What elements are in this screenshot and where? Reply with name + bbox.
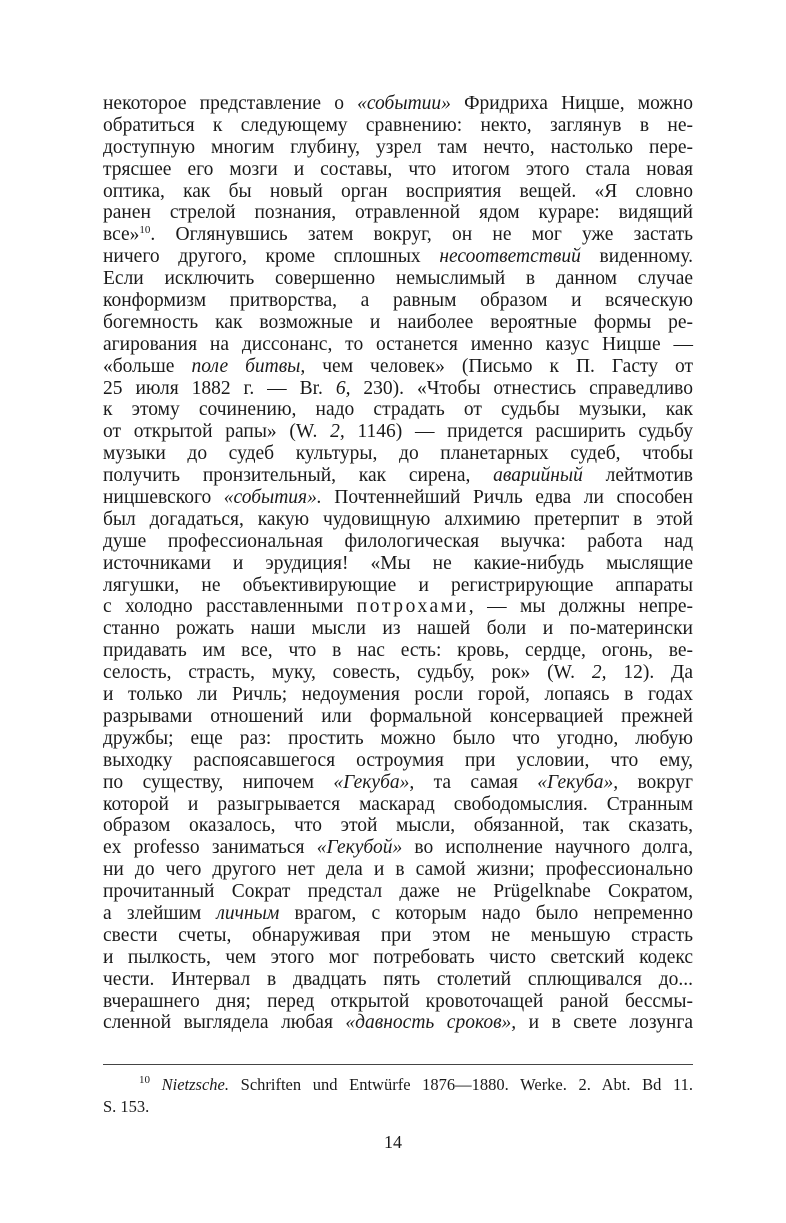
footnote-line-2: S. 153.: [103, 1097, 150, 1116]
text-run: придавать им все, что в нас есть: кровь, сердце, огонь, ве-: [103, 640, 693, 662]
italic-run: личным: [216, 902, 280, 924]
text-run: прочитанный Сократ предстал даже не Prügelknabe Сократом,: [103, 881, 693, 903]
text-run: 1146) — придется расширить судьбу: [344, 421, 693, 443]
text-run: 12). Да: [606, 662, 694, 684]
text-run: к этому сочинению, надо страдать от судьбы музыки, как: [103, 399, 693, 421]
text-line: [103, 378, 693, 400]
italic-run: поле битвы,: [191, 355, 306, 377]
text-run: чести. Интервал в двадцать пять столетий сплющивался до...: [103, 968, 693, 990]
text-run: селость, страсть, муку, совесть, судьбу, рок» (W.: [103, 662, 592, 684]
footnote-author: Nietzsche.: [161, 1075, 230, 1094]
italic-run: «событии»: [357, 93, 451, 114]
text-run: получить пронзительный, как сирена,: [103, 465, 494, 487]
text-run: Почтеннейший Ричль едва ли способен: [321, 487, 693, 509]
text-run: душе профессиональная филологическая выучка: работа над: [103, 530, 693, 552]
text-line: [103, 334, 693, 356]
text-run: свести счеты, обнаруживая при этом не меньшую страсть: [103, 924, 693, 946]
italic-run: 6,: [335, 377, 351, 399]
text-line: [103, 181, 693, 203]
text-run: станно рожать наши мысли из нашей боли и по-матерински: [103, 618, 693, 640]
italic-run: «Гекубой»: [316, 837, 403, 859]
text-run: вокруг: [618, 771, 694, 793]
text-line: [103, 903, 693, 925]
italic-run: «Гекуба»,: [537, 771, 619, 793]
italic-run: 2,: [591, 662, 607, 684]
text-run: . Оглянувшись затем вокруг, он не мог уже застать: [150, 224, 693, 246]
text-run: 230). «Чтобы отнестись справедливо: [350, 377, 693, 399]
italic-run: аварийный: [493, 465, 583, 487]
page-number: 14: [384, 1132, 402, 1152]
text-run: некоторое представление о: [103, 93, 358, 114]
text-line: [103, 925, 693, 947]
text-line: [103, 815, 693, 837]
text-line: [103, 224, 693, 246]
text-line: [103, 640, 693, 662]
body-text: [103, 93, 693, 1034]
text-line: [103, 706, 693, 728]
text-run: Если исключить совершенно немыслимый в данном случае: [103, 268, 693, 290]
text-line: [103, 772, 693, 794]
text-run: лягушки, не объективирующие и регистрирующие аппараты: [103, 574, 693, 596]
text-line: [103, 137, 693, 159]
footnote-reference: 10: [139, 224, 151, 237]
text-line: [103, 618, 693, 640]
text-line: [103, 509, 693, 531]
text-run: музыки до судеб культуры, до планетарных судеб, чтобы: [103, 443, 693, 465]
text-run: Фридриха Ницше, можно: [450, 93, 693, 114]
text-run: был догадаться, какую чудовищную алхимию претерпит в этой: [103, 508, 693, 530]
text-run: чем человек» (Письмо к П. Гасту от: [305, 355, 693, 377]
text-run: во исполнение научного долга,: [402, 837, 693, 859]
text-run: образом оказалось, что этой мысли, обязанной, так сказать,: [103, 815, 693, 837]
text-line: [103, 596, 693, 618]
text-run: по существу, нипочем: [103, 771, 334, 793]
text-run: источниками и эрудиция! «Мы не какие-нибудь мыслящие: [103, 552, 693, 574]
text-run: сленной выглядела любая: [103, 1012, 346, 1034]
text-run: ни до чего другого нет дела и в самой жизни; профессионально: [103, 859, 693, 881]
text-run: врагом, с которым надо было непременно: [279, 902, 693, 924]
text-line: [103, 312, 693, 334]
text-line: [103, 1012, 693, 1034]
text-run: дружбы; еще раз: простить можно было что угодно, любую: [103, 727, 693, 749]
text-run: ex professo заниматься: [103, 837, 317, 859]
text-line: [103, 93, 693, 115]
text-line: [103, 991, 693, 1013]
text-run: и в свете лозунга: [516, 1012, 693, 1034]
text-run: выходку распоясавшегося остроумия при условии, что ему,: [103, 749, 693, 771]
text-line: [103, 881, 693, 903]
footnote-separator: [103, 1064, 693, 1065]
text-run: а злейшим: [103, 902, 217, 924]
text-run: трясшее его мозги и составы, что итогом этого стала новая: [103, 158, 693, 180]
italic-run: «давность сроков»,: [345, 1012, 517, 1034]
italic-run: «Гекуба»,: [333, 771, 415, 793]
text-line: [103, 246, 693, 268]
text-run: обратиться к следующему сравнению: некто, заглянув в не-: [103, 114, 693, 136]
italic-run: несоответствий: [439, 246, 581, 268]
text-line: [103, 662, 693, 684]
footnote: [103, 1074, 693, 1118]
footnote-text: Schriften und Entwürfe 1876—1880. Werke. 2. Abt. Bd 11.: [229, 1075, 694, 1094]
text-run: от открытой рапы» (W.: [103, 421, 331, 443]
italic-run: «события».: [223, 487, 322, 509]
text-run: ничего другого, кроме сплошных: [103, 246, 440, 268]
text-run: виденному.: [580, 246, 694, 268]
text-run: с холодно расставленными: [103, 596, 357, 618]
text-run: агирования на диссонанс, то останется именно казус Ницше —: [103, 333, 693, 355]
text-run: вчерашнего дня; перед открытой кровоточащей раной бессмы-: [103, 990, 693, 1012]
text-run: и пылкость, чем этого мог потребовать чисто светский кодекс: [103, 946, 693, 968]
text-line: [103, 268, 693, 290]
text-line: [103, 969, 693, 991]
text-line: [103, 202, 693, 224]
text-run: оптика, как бы новый орган восприятия вещей. «Я словно: [103, 180, 693, 202]
footnote-marker: 10: [139, 1074, 150, 1086]
text-line: [103, 159, 693, 181]
text-line: [103, 115, 693, 137]
spaced-run: потрохами: [356, 596, 469, 618]
text-run: разрывами отношений или формальной консервацией прежней: [103, 705, 693, 727]
text-line: [103, 487, 693, 509]
text-line: [103, 947, 693, 969]
text-run: ранен стрелой познания, отравленной ядом кураре: видящий: [103, 202, 693, 224]
footnote-line-1: [103, 1074, 693, 1096]
text-line: [103, 728, 693, 750]
text-run: «больше: [103, 355, 192, 377]
text-run: ницшевского: [103, 487, 224, 509]
text-line: [103, 837, 693, 859]
text-line: [103, 443, 693, 465]
text-run: конформизм притворства, а равным образом и всяческую: [103, 290, 693, 312]
text-line: [103, 859, 693, 881]
text-run: которой и разыгрывается маскарад свободомыслия. Странным: [103, 793, 693, 815]
text-run: 25 июля 1882 г. — Br.: [103, 377, 336, 399]
text-line: [103, 684, 693, 706]
text-run: та самая: [414, 771, 538, 793]
text-line: [103, 290, 693, 312]
text-line: [103, 465, 693, 487]
text-run: богемность как возможные и наиболее вероятные формы ре-: [103, 311, 693, 333]
italic-run: 2,: [330, 421, 345, 443]
text-line: [103, 553, 693, 575]
text-run: доступную многим глубину, узрел там нечто, настолько пере-: [103, 136, 693, 158]
text-line: [103, 575, 693, 597]
text-line: [103, 750, 693, 772]
text-run: , — мы должны непре-: [468, 596, 693, 618]
text-run: лейтмотив: [582, 465, 694, 487]
text-run: все»: [103, 224, 140, 246]
text-line: [103, 356, 693, 378]
text-line: [103, 531, 693, 553]
text-line: [103, 421, 693, 443]
text-line: [103, 399, 693, 421]
text-run: и только ли Ричль; недоумения росли горой, лопаясь в годах: [103, 684, 693, 706]
text-line: [103, 794, 693, 816]
